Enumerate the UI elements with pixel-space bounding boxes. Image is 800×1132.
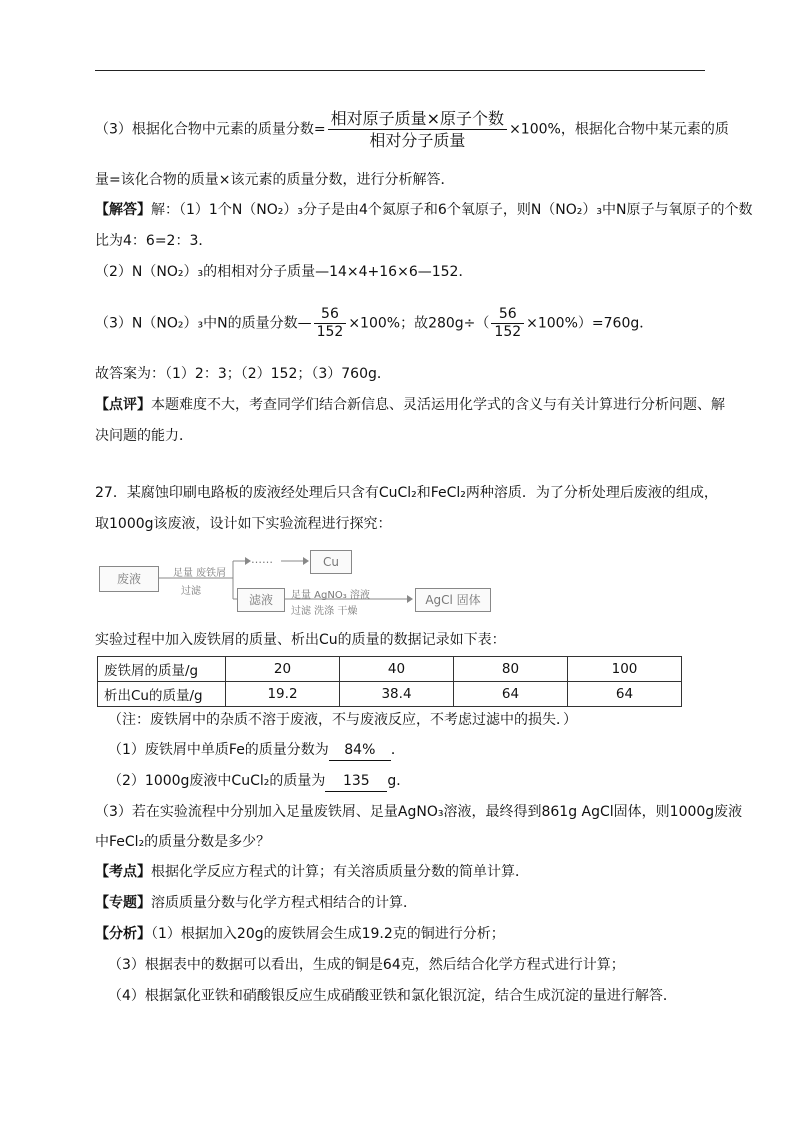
fraction-denominator: 152 <box>316 324 344 340</box>
table-cell: 64 <box>568 682 682 707</box>
q1-text: （1）废铁屑中单质Fe的质量分数为 <box>108 742 329 758</box>
zhuanti-line <box>95 893 417 913</box>
fenxi-line <box>95 924 505 944</box>
fenxi-line-2: （3）根据表中的数据可以看出，生成的铜是64克，然后结合化学方程式进行计算； <box>108 957 625 973</box>
zhuanti-text: 溶质质量分数与化学方程式相结合的计算． <box>151 895 417 911</box>
mass-fraction-formula-line <box>95 108 729 151</box>
kaodian-tag: 【考点】 <box>95 864 151 880</box>
fraction-denominator: 152 <box>494 324 522 340</box>
comment-tag: 【点评】 <box>95 397 151 413</box>
answer-line-1 <box>95 200 752 220</box>
sub-question-3-line-2: 中FeCl₂的质量分数是多少？ <box>95 834 271 850</box>
table-cell: 38.4 <box>340 682 454 707</box>
fenxi-tag: 【分析】 <box>95 926 151 942</box>
row-header: 析出Cu的质量/g <box>98 682 226 707</box>
comment-line-2: 决问题的能力． <box>95 428 193 444</box>
q1-suffix: ． <box>390 742 405 758</box>
data-table <box>97 656 682 707</box>
comment-line-1 <box>95 395 725 415</box>
table-row <box>98 657 682 682</box>
label-agno3-solution: 足量 AgNO₃ 溶液 <box>291 590 370 601</box>
fraction-numerator: 56 <box>491 306 524 324</box>
text-line: 量=该化合物的质量×该元素的质量分数，进行分析解答． <box>95 172 455 188</box>
formula-prefix: （3）根据化合物中元素的质量分数= <box>95 121 326 138</box>
table-cell: 40 <box>340 657 454 682</box>
answer-tag: 【解答】 <box>95 202 151 218</box>
box-cu: Cu <box>310 550 352 574</box>
answer-line-2: 比为4：6=2：3． <box>95 233 213 249</box>
answer-text: 解：（1）1个N（NO₂）₃分子是由4个氮原子和6个氧原子，则N（NO₂）₃中N原子与氧原子的个数 <box>151 202 753 218</box>
experiment-flow-chart <box>95 544 525 624</box>
answer-line-3: （2）N（NO₂）₃的相相对分子质量—14×4+16×6—152． <box>95 264 473 280</box>
answer-line-4-prefix: （3）N（NO₂）₃中N的质量分数— <box>95 315 312 332</box>
answer-summary: 故答案为：（1）2：3；（2）152；（3）760g． <box>95 366 391 382</box>
question-27-line-2: 取1000g该废液，设计如下实验流程进行探究： <box>95 516 392 532</box>
mass-fraction-fraction <box>328 108 507 151</box>
q1-answer: 84% <box>329 740 391 761</box>
kaodian-line <box>95 862 529 882</box>
table-cell: 80 <box>454 657 568 682</box>
fraction-numerator: 56 <box>314 306 347 324</box>
note-line: （注：废铁屑中的杂质不溶于废液，不与废液反应，不考虑过滤中的损失．） <box>108 712 577 728</box>
fenxi-text: （1）根据加入20g的废铁屑会生成19.2克的铜进行分析； <box>151 926 505 942</box>
q2-answer: 135 <box>325 771 387 792</box>
sub-question-1 <box>108 740 405 761</box>
box-filtrate: 滤液 <box>237 588 285 612</box>
label-iron-filings: 足量 废铁屑 <box>173 568 227 579</box>
answer-line-4 <box>95 306 653 341</box>
fraction-numerator: 相对原子质量×原子个数 <box>328 108 507 130</box>
sub-question-2 <box>108 771 410 792</box>
row-header: 废铁屑的质量/g <box>98 657 226 682</box>
label-process-steps: 过滤 洗涤 干燥 <box>291 606 358 617</box>
question-27-line-1: 27．某腐蚀印刷电路板的废液经处理后只含有CuCl₂和FeCl₂两种溶质．为了分析处理后废液的组成， <box>95 485 718 501</box>
q2-text: （2）1000g废液中CuCl₂的质量为 <box>108 773 326 789</box>
table-cell: 19.2 <box>226 682 340 707</box>
fraction-56-152 <box>314 306 347 341</box>
zhuanti-tag: 【专题】 <box>95 895 151 911</box>
table-intro: 实验过程中加入废铁屑的质量、析出Cu的质量的数据记录如下表： <box>95 632 506 648</box>
table-cell: 20 <box>226 657 340 682</box>
table-row <box>98 682 682 707</box>
sub-question-3-line-1: （3）若在实验流程中分别加入足量废铁屑、足量AgNO₃溶液，最终得到861g AgCl固体，则1000g废液 <box>95 804 743 820</box>
fraction-56-152-second <box>491 306 524 341</box>
label-filter: 过滤 <box>181 586 201 597</box>
ellipsis-dots: …… <box>251 553 273 566</box>
table-cell: 100 <box>568 657 682 682</box>
fenxi-line-3: （4）根据氯化亚铁和硝酸银反应生成硝酸亚铁和氯化银沉淀，结合生成沉淀的量进行解答． <box>108 988 677 1004</box>
table-cell: 64 <box>454 682 568 707</box>
q2-suffix: g． <box>387 773 411 789</box>
answer-line-4-mid: ×100%；故280g÷（ <box>348 315 490 332</box>
formula-suffix: ×100%，根据化合物中某元素的质 <box>509 121 729 138</box>
box-agcl-solid: AgCl 固体 <box>415 588 491 612</box>
kaodian-text: 根据化学反应方程式的计算；有关溶质质量分数的简单计算． <box>151 864 529 880</box>
answer-line-4-suffix: ×100%）=760g． <box>526 315 654 332</box>
header-rule <box>95 70 705 71</box>
comment-text: 本题难度不大，考查同学们结合新信息、灵活运用化学式的含义与有关计算进行分析问题、解 <box>151 397 725 413</box>
box-waste-liquid: 废液 <box>99 566 159 592</box>
fraction-denominator: 相对分子质量 <box>369 131 466 150</box>
